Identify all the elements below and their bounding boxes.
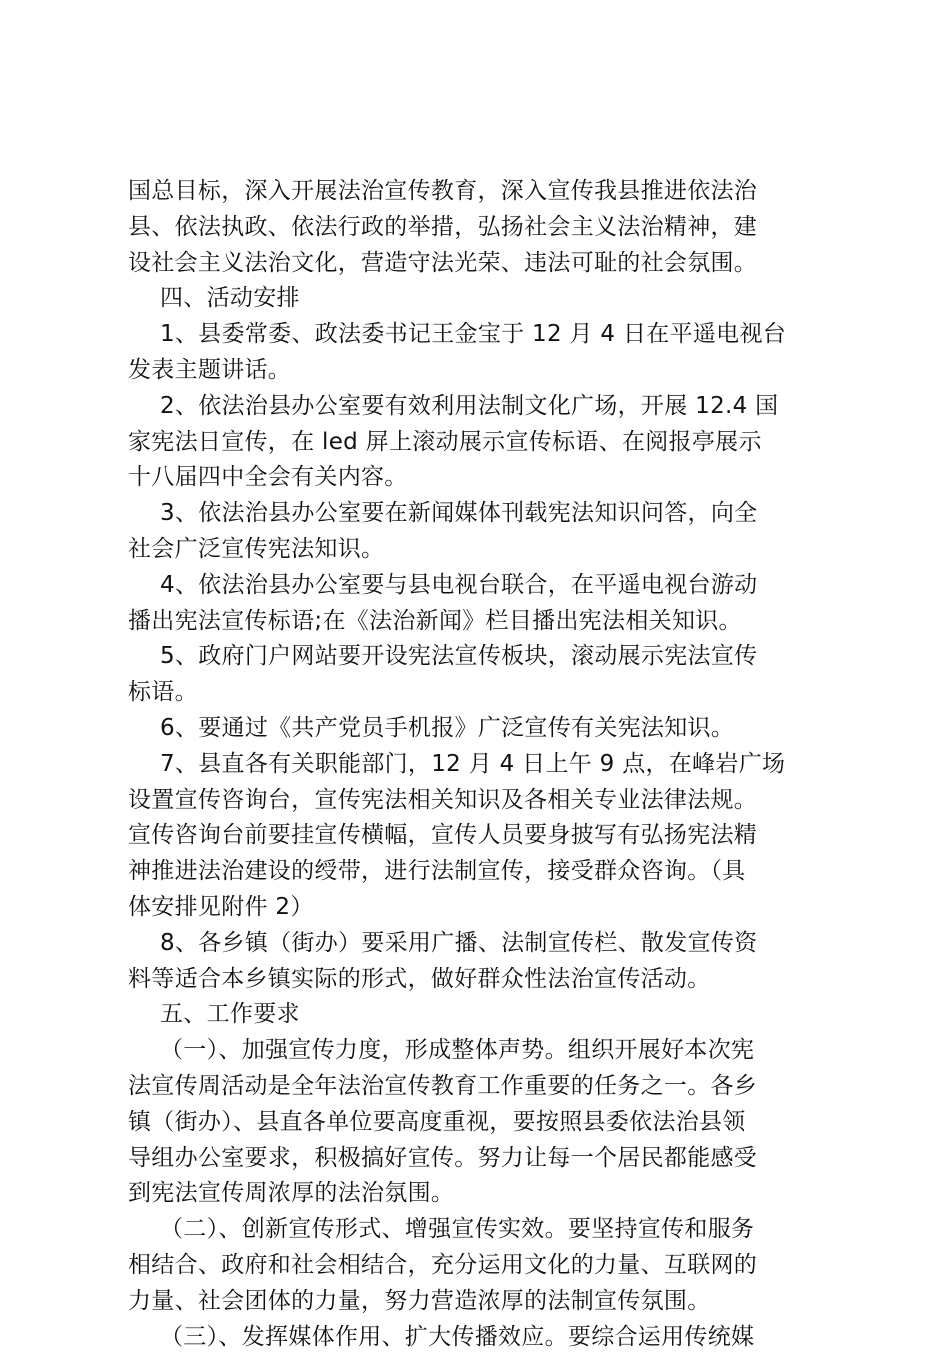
text-line: 家宪法日宣传，在 led 屏上滚动展示宣传标语、在阅报亭展示: [128, 425, 840, 461]
text-line: 设社会主义法治文化，营造守法光荣、违法可耻的社会氛围。: [128, 246, 840, 282]
text-line: 6、要通过《共产党员手机报》广泛宣传有关宪法知识。: [128, 711, 840, 747]
text-line: 法宣传周活动是全年法治宣传教育工作重要的任务之一。各乡: [128, 1069, 840, 1105]
text-line: 镇（街办）、县直各单位要高度重视，要按照县委依法治县领: [128, 1105, 840, 1141]
text-line: 2、依法治县办公室要有效利用法制文化广场，开展 12.4 国: [128, 389, 840, 425]
text-line: 国总目标，深入开展法治宣传教育，深入宣传我县推进依法治: [128, 174, 840, 210]
text-line: （三）、发挥媒体作用、扩大传播效应。要综合运用传统媒: [128, 1320, 840, 1355]
text-line: 相结合、政府和社会相结合，充分运用文化的力量、互联网的: [128, 1248, 840, 1284]
text-line: 8、各乡镇（街办）要采用广播、法制宣传栏、散发宣传资: [128, 926, 840, 962]
text-line: 十八届四中全会有关内容。: [128, 460, 840, 496]
document-body: [128, 174, 840, 1355]
text-line: 体安排见附件 2）: [128, 890, 840, 926]
text-line: 到宪法宣传周浓厚的法治氛围。: [128, 1176, 840, 1212]
text-line: 料等适合本乡镇实际的形式，做好群众性法治宣传活动。: [128, 962, 840, 998]
text-line: 7、县直各有关职能部门，12 月 4 日上午 9 点，在峰岩广场: [128, 747, 840, 783]
text-line: 神推进法治建设的绶带，进行法制宣传，接受群众咨询。（具: [128, 854, 840, 890]
text-line: 县、依法执政、依法行政的举措，弘扬社会主义法治精神，建: [128, 210, 840, 246]
text-line: 设置宣传咨询台，宣传宪法相关知识及各相关专业法律法规。: [128, 783, 840, 819]
text-line: 4、依法治县办公室要与县电视台联合，在平遥电视台游动: [128, 568, 840, 604]
text-line: 宣传咨询台前要挂宣传横幅，宣传人员要身披写有弘扬宪法精: [128, 818, 840, 854]
text-line: 3、依法治县办公室要在新闻媒体刊载宪法知识问答，向全: [128, 496, 840, 532]
section-heading: 四、活动安排: [128, 281, 840, 317]
text-line: 发表主题讲话。: [128, 353, 840, 389]
text-line: 导组办公室要求，积极搞好宣传。努力让每一个居民都能感受: [128, 1141, 840, 1177]
text-line: （二）、创新宣传形式、增强宣传实效。要坚持宣传和服务: [128, 1212, 840, 1248]
text-line: （一）、加强宣传力度，形成整体声势。组织开展好本次宪: [128, 1033, 840, 1069]
text-line: 标语。: [128, 675, 840, 711]
text-line: 5、政府门户网站要开设宪法宣传板块，滚动展示宪法宣传: [128, 639, 840, 675]
text-line: 1、县委常委、政法委书记王金宝于 12 月 4 日在平遥电视台: [128, 317, 840, 353]
text-line: 播出宪法宣传标语;在《法治新闻》栏目播出宪法相关知识。: [128, 604, 840, 640]
text-line: 力量、社会团体的力量，努力营造浓厚的法制宣传氛围。: [128, 1284, 840, 1320]
section-heading: 五、工作要求: [128, 997, 840, 1033]
text-line: 社会广泛宣传宪法知识。: [128, 532, 840, 568]
